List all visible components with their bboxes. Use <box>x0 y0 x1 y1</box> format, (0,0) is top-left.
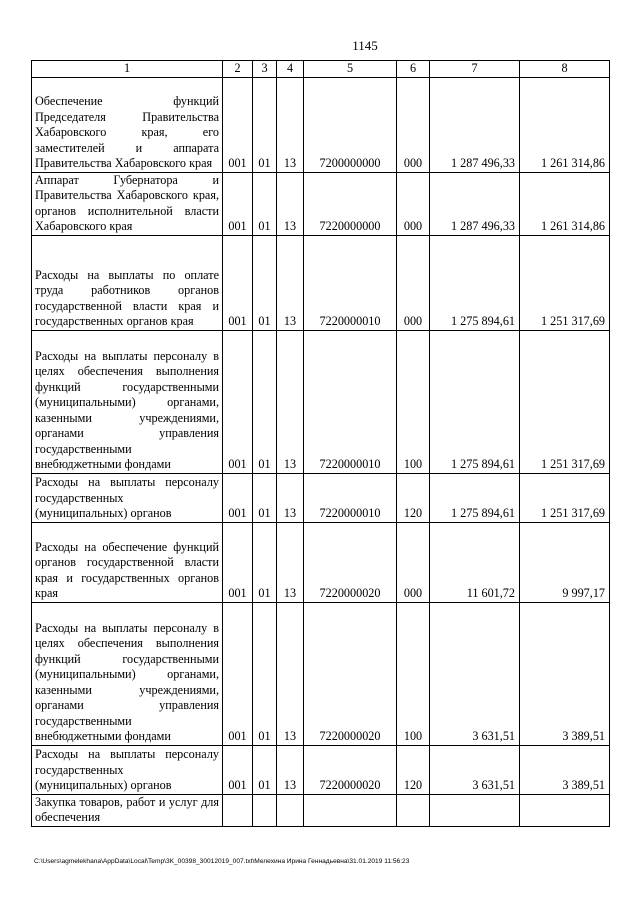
table-row <box>32 602 610 745</box>
row-label-cell: Расходы на выплаты персоналу государственных (муниципальных) органов <box>32 745 223 794</box>
amount-cell: 1 261 314,86 <box>520 77 610 172</box>
code-cell: 001 <box>223 330 253 473</box>
page-number: 1145 <box>352 38 378 53</box>
amount-cell: 1 261 314,86 <box>520 172 610 235</box>
code-cell: 000 <box>397 235 430 330</box>
code-cell: 001 <box>223 602 253 745</box>
table-row <box>32 473 610 522</box>
table-row <box>32 794 610 826</box>
code-cell: 000 <box>397 522 430 602</box>
code-cell: 001 <box>223 235 253 330</box>
code-cell: 001 <box>223 745 253 794</box>
table-row <box>32 330 610 473</box>
amount-cell: 1 287 496,33 <box>430 77 520 172</box>
header-cell: 3 <box>253 61 277 78</box>
code-cell: 7220000000 <box>304 172 397 235</box>
amount-cell: 11 601,72 <box>430 522 520 602</box>
code-cell: 001 <box>223 172 253 235</box>
row-label-cell: Расходы на выплаты персоналу в целях обеспечения выполнения функций государственными (муниципальными) органами, казенными учреждениями, органами управления государственными внебюджетными фондами <box>32 602 223 745</box>
code-cell: 01 <box>253 330 277 473</box>
code-cell: 13 <box>277 172 304 235</box>
code-cell: 001 <box>223 77 253 172</box>
row-label-cell: Расходы на обеспечение функций органов государственной власти края и государственных органов края <box>32 522 223 602</box>
row-label-cell: Расходы на выплаты персоналу государственных (муниципальных) органов <box>32 473 223 522</box>
code-cell: 01 <box>253 745 277 794</box>
amount-cell: 3 631,51 <box>430 745 520 794</box>
code-cell: 13 <box>277 522 304 602</box>
code-cell: 7220000020 <box>304 745 397 794</box>
code-cell: 01 <box>253 522 277 602</box>
code-cell: 01 <box>253 172 277 235</box>
amount-cell <box>430 794 520 826</box>
table-row <box>32 77 610 172</box>
code-cell: 000 <box>397 172 430 235</box>
code-cell: 13 <box>277 77 304 172</box>
code-cell: 100 <box>397 330 430 473</box>
code-cell: 01 <box>253 77 277 172</box>
code-cell: 13 <box>277 235 304 330</box>
amount-cell: 3 389,51 <box>520 602 610 745</box>
header-cell: 6 <box>397 61 430 78</box>
amount-cell: 1 251 317,69 <box>520 473 610 522</box>
amount-cell: 1 287 496,33 <box>430 172 520 235</box>
table-row <box>32 522 610 602</box>
code-cell <box>253 794 277 826</box>
row-label-cell: Расходы на выплаты по оплате труда работников органов государственной власти края и государственных органов края <box>32 235 223 330</box>
header-cell: 4 <box>277 61 304 78</box>
code-cell: 120 <box>397 745 430 794</box>
amount-cell: 9 997,17 <box>520 522 610 602</box>
row-label-cell: Закупка товаров, работ и услуг для обеспечения <box>32 794 223 826</box>
code-cell: 13 <box>277 473 304 522</box>
amount-cell: 1 275 894,61 <box>430 235 520 330</box>
header-cell: 7 <box>430 61 520 78</box>
code-cell: 001 <box>223 522 253 602</box>
amount-cell: 1 275 894,61 <box>430 473 520 522</box>
budget-table <box>31 60 610 827</box>
file-path-footer: C:\Users\agmelekhana\AppData\Local\Temp\3K_00398_30012019_007.txt\Мелехина Ирина Геннадьевна\31.01.2019 11:56:23 <box>34 858 410 865</box>
code-cell: 000 <box>397 77 430 172</box>
code-cell: 13 <box>277 330 304 473</box>
row-label-cell: Обеспечение функций Председателя Правительства Хабаровского края, его заместителей и аппарата Правительства Хабаровского края <box>32 77 223 172</box>
amount-cell: 1 251 317,69 <box>520 330 610 473</box>
code-cell: 01 <box>253 235 277 330</box>
amount-cell: 1 251 317,69 <box>520 235 610 330</box>
amount-cell <box>520 794 610 826</box>
header-row <box>32 61 610 78</box>
code-cell: 7220000020 <box>304 522 397 602</box>
code-cell: 7200000000 <box>304 77 397 172</box>
code-cell: 13 <box>277 745 304 794</box>
code-cell <box>397 794 430 826</box>
row-label-cell: Аппарат Губернатора и Правительства Хабаровского края, органов исполнительной власти Хабаровского края <box>32 172 223 235</box>
code-cell: 7220000010 <box>304 235 397 330</box>
table-row <box>32 235 610 330</box>
code-cell <box>277 794 304 826</box>
table-row <box>32 745 610 794</box>
header-cell: 1 <box>32 61 223 78</box>
code-cell: 01 <box>253 473 277 522</box>
table-row <box>32 172 610 235</box>
code-cell <box>223 794 253 826</box>
code-cell: 7220000010 <box>304 330 397 473</box>
code-cell: 7220000020 <box>304 602 397 745</box>
code-cell <box>304 794 397 826</box>
amount-cell: 3 389,51 <box>520 745 610 794</box>
header-cell: 5 <box>304 61 397 78</box>
amount-cell: 1 275 894,61 <box>430 330 520 473</box>
code-cell: 100 <box>397 602 430 745</box>
code-cell: 7220000010 <box>304 473 397 522</box>
amount-cell: 3 631,51 <box>430 602 520 745</box>
row-label-cell: Расходы на выплаты персоналу в целях обеспечения выполнения функций государственными (муниципальными) органами, казенными учреждениями, органами управления государственными внебюджетными фондами <box>32 330 223 473</box>
header-cell: 8 <box>520 61 610 78</box>
code-cell: 13 <box>277 602 304 745</box>
header-cell: 2 <box>223 61 253 78</box>
code-cell: 001 <box>223 473 253 522</box>
code-cell: 120 <box>397 473 430 522</box>
code-cell: 01 <box>253 602 277 745</box>
